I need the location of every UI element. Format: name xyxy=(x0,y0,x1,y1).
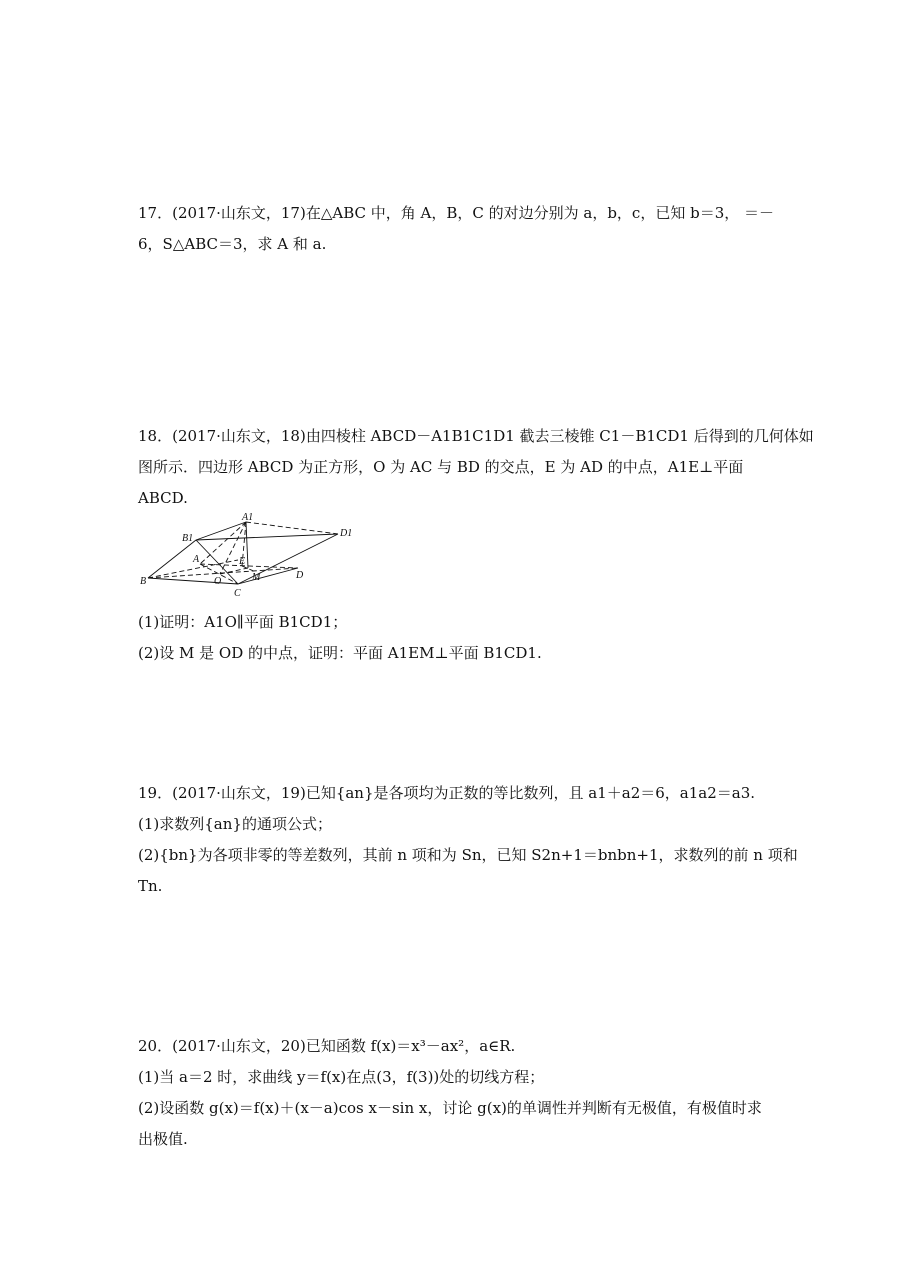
problem-17-line-1: 17．(2017·山东文，17)在△ABC 中，角 A，B，C 的对边分别为 a，b，c，已知 b＝3， ＝－ xyxy=(138,204,775,222)
problem-17 xyxy=(138,203,778,254)
edge-b1-d1 xyxy=(196,534,338,540)
label-d1: D1 xyxy=(340,528,353,539)
geometry-figure xyxy=(138,512,358,602)
problem-20-sub-1: (1)当 a＝2 时，求曲线 y＝f(x)在点(3，f(3))处的切线方程； xyxy=(138,1068,545,1086)
label-m: M xyxy=(252,572,261,583)
problem-18-sub-1: (1)证明：A1O∥平面 B1CD1； xyxy=(138,613,348,631)
problem-20-sub-2b: 出极值. xyxy=(138,1130,188,1148)
problem-18-line-3: ABCD. xyxy=(138,489,188,507)
problem-18-sub-2: (2)设 M 是 OD 的中点，证明：平面 A1EM⊥平面 B1CD1. xyxy=(138,644,542,662)
label-b: B xyxy=(140,576,147,587)
problem-19-line-1: 19．(2017·山东文，19)已知{an}是各项均为正数的等比数列，且 a1＋a2＝6，a1a2＝a3. xyxy=(138,784,756,802)
problem-18-line-2: 图所示．四边形 ABCD 为正方形，O 为 AC 与 BD 的交点，E 为 AD 的中点，A1E⊥平面 xyxy=(138,458,744,476)
problem-19-sub-1: (1)求数列{an}的通项公式； xyxy=(138,815,332,833)
label-c: C xyxy=(234,588,241,599)
label-a: A xyxy=(193,554,200,565)
label-o: O xyxy=(214,576,222,587)
problem-17-line-2: 6，S△ABC＝3，求 A 和 a. xyxy=(138,235,327,253)
problem-19 xyxy=(138,783,798,896)
edge-b-c xyxy=(148,578,238,584)
label-b1: B1 xyxy=(182,533,194,544)
problem-19-sub-2b: Tn. xyxy=(138,877,163,895)
problem-20 xyxy=(138,1036,778,1149)
label-d: D xyxy=(296,570,304,581)
label-a1: A1 xyxy=(242,512,254,523)
edge-b-b1 xyxy=(148,540,196,578)
problem-20-line-1: 20．(2017·山东文，20)已知函数 f(x)＝x³－ax²，a∈R. xyxy=(138,1037,516,1055)
problem-20-sub-2a: (2)设函数 g(x)＝f(x)＋(x－a)cos x－sin x，讨论 g(x)的单调性并判断有无极值，有极值时求 xyxy=(138,1099,762,1117)
edge-a1-d1 xyxy=(246,522,338,534)
edge-a1-m xyxy=(246,522,248,568)
problem-18-subquestions xyxy=(138,612,778,663)
problem-19-sub-2a: (2){bn}为各项非零的等差数列，其前 n 项和为 Sn，已知 S2n+1＝bnbn+1，求数列的前 n 项和 xyxy=(138,846,798,864)
problem-18-line-1: 18．(2017·山东文，18)由四棱柱 ABCD－A1B1C1D1 截去三棱锥 C1－B1CD1 后得到的几何体如 xyxy=(138,427,814,445)
problem-18 xyxy=(138,426,814,508)
prism-diagram xyxy=(138,512,358,602)
label-e: E xyxy=(239,556,246,567)
